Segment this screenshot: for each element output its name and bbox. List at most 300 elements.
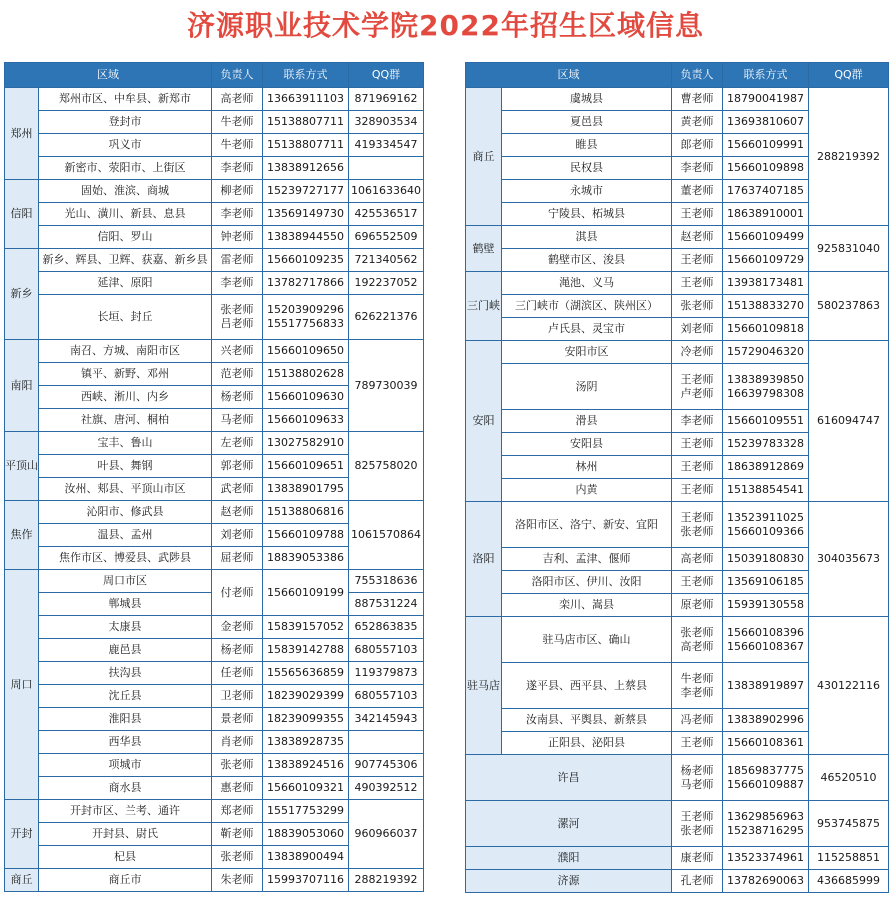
- phone-cell: 18638910001: [723, 203, 809, 226]
- qq-cell: 925831040: [809, 226, 889, 272]
- area-cell: 开封县、尉氏: [39, 823, 212, 846]
- table-row: [5, 616, 424, 639]
- area-cell: 长垣、封丘: [39, 295, 212, 340]
- table-row: [466, 617, 889, 663]
- phone-cell: [723, 364, 809, 410]
- phone-line: 13629856963: [727, 809, 804, 823]
- table-row: [5, 662, 424, 685]
- phone-cell: 15660109235: [263, 249, 349, 272]
- phone-cell: 15138807711: [263, 134, 349, 157]
- person-line: 吕老师: [220, 317, 254, 330]
- header-area: 区域: [5, 63, 212, 88]
- qq-cell: 680557103: [349, 685, 424, 708]
- phone-cell: 18839053386: [263, 547, 349, 570]
- person-cell: 王老师: [672, 479, 723, 502]
- phone-line: 15203909296: [267, 303, 344, 316]
- qq-cell: 288219392: [349, 869, 424, 892]
- table-row: [5, 157, 424, 180]
- qq-cell: [349, 157, 424, 180]
- area-cell: 正阳县、泌阳县: [502, 732, 672, 755]
- phone-cell: 15729046320: [723, 341, 809, 364]
- phone-line: 13523911025: [727, 510, 804, 524]
- right-table: [465, 62, 889, 893]
- qq-cell: 825758020: [349, 432, 424, 501]
- phone-cell: 15138802628: [263, 363, 349, 386]
- area-cell: 鹿邑县: [39, 639, 212, 662]
- header-qq: QQ群: [349, 63, 424, 88]
- area-cell: 周口市区: [39, 570, 212, 593]
- phone-cell: 15660109818: [723, 318, 809, 341]
- person-cell: 金老师: [212, 616, 263, 639]
- person-cell: 高老师: [672, 548, 723, 571]
- region-cell: 周口: [5, 570, 39, 800]
- phone-cell: 15138833270: [723, 295, 809, 318]
- phone-cell: 15660109321: [263, 777, 349, 800]
- qq-cell: 789730039: [349, 340, 424, 432]
- area-cell: 安阳县: [502, 433, 672, 456]
- table-row: [5, 340, 424, 363]
- region-cell: 新乡: [5, 249, 39, 340]
- table-row: [5, 111, 424, 134]
- region-cell: 平顶山: [5, 432, 39, 501]
- phone-cell: [723, 755, 809, 801]
- phone-cell: 13838928735: [263, 731, 349, 754]
- phone-cell: 18239099355: [263, 708, 349, 731]
- person-cell: 黄老师: [672, 111, 723, 134]
- phone-cell: [723, 502, 809, 548]
- qq-cell: 419334547: [349, 134, 424, 157]
- phone-cell: 15660109630: [263, 386, 349, 409]
- area-cell: 驻马店市区、确山: [502, 617, 672, 663]
- phone-cell: 15517753299: [263, 800, 349, 823]
- person-cell: 王老师: [672, 456, 723, 479]
- phone-cell: 15138854541: [723, 479, 809, 502]
- phone-cell: 15138807711: [263, 111, 349, 134]
- person-cell: [672, 663, 723, 709]
- phone-cell: 15660109651: [263, 455, 349, 478]
- person-line: 王老师: [680, 809, 714, 823]
- person-cell: 李老师: [212, 272, 263, 295]
- person-cell: 王老师: [672, 203, 723, 226]
- area-cell: 栾川、嵩县: [502, 594, 672, 617]
- phone-cell: 13663911103: [263, 88, 349, 111]
- table-row: [5, 570, 424, 593]
- area-cell: 宁陵县、柘城县: [502, 203, 672, 226]
- person-line: 张老师: [680, 625, 714, 639]
- table-row: [5, 777, 424, 800]
- area-cell: 鹤壁市区、浚县: [502, 249, 672, 272]
- qq-cell: 119379873: [349, 662, 424, 685]
- person-cell: 杨老师: [212, 639, 263, 662]
- person-cell: 左老师: [212, 432, 263, 455]
- person-cell: 惠老师: [212, 777, 263, 800]
- phone-cell: 15660109898: [723, 157, 809, 180]
- person-cell: [672, 801, 723, 847]
- phone-cell: 15660109788: [263, 524, 349, 547]
- area-cell: 许昌: [466, 755, 672, 801]
- person-line: 王老师: [680, 372, 714, 386]
- person-line: 张老师: [680, 524, 714, 538]
- person-cell: 张老师: [212, 754, 263, 777]
- person-cell: 杨老师: [212, 386, 263, 409]
- region-cell: 南阳: [5, 340, 39, 432]
- area-cell: 西峡、淅川、内乡: [39, 386, 212, 409]
- table-row: [466, 847, 889, 870]
- area-cell: 吉利、孟津、偃师: [502, 548, 672, 571]
- person-cell: 李老师: [212, 157, 263, 180]
- qq-cell: 871969162: [349, 88, 424, 111]
- header-area: 区域: [466, 63, 672, 88]
- table-row: [466, 272, 889, 295]
- person-cell: 曹老师: [672, 88, 723, 111]
- table-row: [5, 731, 424, 754]
- phone-cell: 18790041987: [723, 88, 809, 111]
- area-cell: 登封市: [39, 111, 212, 134]
- area-cell: 巩义市: [39, 134, 212, 157]
- phone-line: 15660108396: [727, 625, 804, 639]
- area-cell: 叶县、舞钢: [39, 455, 212, 478]
- person-cell: 李老师: [672, 157, 723, 180]
- qq-cell: [349, 731, 424, 754]
- table-row: [5, 639, 424, 662]
- area-cell: 漯河: [466, 801, 672, 847]
- phone-cell: 15660108361: [723, 732, 809, 755]
- table-row: [466, 226, 889, 249]
- phone-cell: 18239029399: [263, 685, 349, 708]
- area-cell: 滑县: [502, 410, 672, 433]
- qq-cell: 887531224: [349, 593, 424, 616]
- table-row: [5, 754, 424, 777]
- header-contact: 联系方式: [263, 63, 349, 88]
- qq-cell: 721340562: [349, 249, 424, 272]
- area-cell: 商丘市: [39, 869, 212, 892]
- area-cell: 安阳市区: [502, 341, 672, 364]
- area-cell: 南召、方城、南阳市区: [39, 340, 212, 363]
- table-row: [5, 134, 424, 157]
- area-cell: 汝州、郏县、平顶山市区: [39, 478, 212, 501]
- table-row: [5, 685, 424, 708]
- qq-cell: 680557103: [349, 639, 424, 662]
- person-cell: 兴老师: [212, 340, 263, 363]
- area-cell: 沈丘县: [39, 685, 212, 708]
- phone-cell: 15839142788: [263, 639, 349, 662]
- area-cell: 郑州市区、中牟县、新郑市: [39, 88, 212, 111]
- phone-cell: 15939130558: [723, 594, 809, 617]
- qq-cell: 907745306: [349, 754, 424, 777]
- qq-cell: 626221376: [349, 295, 424, 340]
- area-cell: 商水县: [39, 777, 212, 800]
- person-line: 王老师: [680, 510, 714, 524]
- person-cell: 屈老师: [212, 547, 263, 570]
- area-cell: 夏邑县: [502, 111, 672, 134]
- person-cell: 付老师: [212, 570, 263, 616]
- page-title: 济源职业技术学院2022年招生区域信息: [187, 9, 704, 42]
- region-cell: 焦作: [5, 501, 39, 570]
- person-cell: [212, 295, 263, 340]
- phone-cell: 15993707116: [263, 869, 349, 892]
- person-cell: [672, 617, 723, 663]
- area-cell: 社旗、唐河、桐柏: [39, 409, 212, 432]
- region-cell: 洛阳: [466, 502, 502, 617]
- phone-line: 15238716295: [727, 823, 804, 837]
- phone-cell: 17637407185: [723, 180, 809, 203]
- table-row: [5, 708, 424, 731]
- qq-cell: 430122116: [809, 617, 889, 755]
- person-cell: 钟老师: [212, 226, 263, 249]
- area-cell: 光山、潢川、新县、息县: [39, 203, 212, 226]
- area-cell: 西华县: [39, 731, 212, 754]
- person-cell: 刘老师: [672, 318, 723, 341]
- qq-cell: 953745875: [809, 801, 889, 847]
- region-cell: 驻马店: [466, 617, 502, 755]
- area-cell: 焦作市区、博爱县、武陟县: [39, 547, 212, 570]
- table-row: [5, 800, 424, 823]
- phone-cell: 15660109499: [723, 226, 809, 249]
- person-cell: 王老师: [672, 571, 723, 594]
- phone-cell: 13838900494: [263, 846, 349, 869]
- table-row: [466, 502, 889, 548]
- phone-cell: 15239727177: [263, 180, 349, 203]
- area-cell: 扶沟县: [39, 662, 212, 685]
- phone-cell: 13569106185: [723, 571, 809, 594]
- region-cell: 商丘: [5, 869, 39, 892]
- person-cell: 卫老师: [212, 685, 263, 708]
- person-cell: 郎老师: [672, 134, 723, 157]
- region-cell: 商丘: [466, 88, 502, 226]
- person-cell: 肖老师: [212, 731, 263, 754]
- phone-cell: 13693810607: [723, 111, 809, 134]
- phone-line: 15660109366: [727, 524, 804, 538]
- person-cell: 康老师: [672, 847, 723, 870]
- person-line: 马老师: [680, 777, 714, 791]
- person-line: 卢老师: [680, 386, 714, 400]
- area-cell: 洛阳市区、洛宁、新安、宜阳: [502, 502, 672, 548]
- area-cell: 淮阳县: [39, 708, 212, 731]
- person-cell: 郭老师: [212, 455, 263, 478]
- phone-cell: 18638912869: [723, 456, 809, 479]
- person-cell: 马老师: [212, 409, 263, 432]
- table-row: [5, 432, 424, 455]
- person-line: 牛老师: [680, 671, 714, 685]
- area-cell: 遂平县、西平县、上蔡县: [502, 663, 672, 709]
- area-cell: 三门峡市（湖滨区、陕州区）: [502, 295, 672, 318]
- person-cell: 刘老师: [212, 524, 263, 547]
- person-cell: 王老师: [672, 249, 723, 272]
- area-cell: 郸城县: [39, 593, 212, 616]
- table-row: [466, 341, 889, 364]
- phone-cell: [723, 617, 809, 663]
- table-row: [466, 801, 889, 847]
- phone-cell: 18839053060: [263, 823, 349, 846]
- person-cell: 董老师: [672, 180, 723, 203]
- area-cell: 镇平、新野、邓州: [39, 363, 212, 386]
- area-cell: 卢氏县、灵宝市: [502, 318, 672, 341]
- phone-cell: 13523374961: [723, 847, 809, 870]
- region-cell: 鹤壁: [466, 226, 502, 272]
- person-line: 张老师: [220, 303, 254, 316]
- qq-cell: 490392512: [349, 777, 424, 800]
- table-row: [5, 88, 424, 111]
- phone-cell: 15660109551: [723, 410, 809, 433]
- person-cell: 雷老师: [212, 249, 263, 272]
- area-cell: 洛阳市区、伊川、汝阳: [502, 571, 672, 594]
- region-cell: 开封: [5, 800, 39, 869]
- table-row: [466, 88, 889, 111]
- person-cell: 牛老师: [212, 134, 263, 157]
- area-cell: 太康县: [39, 616, 212, 639]
- area-cell: 宝丰、鲁山: [39, 432, 212, 455]
- phone-cell: 15660109729: [723, 249, 809, 272]
- qq-cell: 342145943: [349, 708, 424, 731]
- table-row: [5, 249, 424, 272]
- person-line: 李老师: [680, 685, 714, 699]
- qq-cell: 304035673: [809, 502, 889, 617]
- phone-cell: 15660109199: [263, 570, 349, 616]
- area-cell: 汝南县、平舆县、新蔡县: [502, 709, 672, 732]
- table-row: [5, 869, 424, 892]
- qq-cell: 115258851: [809, 847, 889, 870]
- area-cell: 睢县: [502, 134, 672, 157]
- phone-line: 15517756833: [267, 317, 344, 330]
- area-cell: 内黄: [502, 479, 672, 502]
- phone-line: 16639798308: [727, 386, 804, 400]
- area-cell: 民权县: [502, 157, 672, 180]
- qq-cell: 46520510: [809, 755, 889, 801]
- qq-cell: 652863835: [349, 616, 424, 639]
- phone-cell: 13838902996: [723, 709, 809, 732]
- person-cell: 冯老师: [672, 709, 723, 732]
- phone-line: 15660109887: [727, 777, 804, 791]
- area-cell: 济源: [466, 870, 672, 893]
- table-row: [5, 226, 424, 249]
- qq-cell: 192237052: [349, 272, 424, 295]
- table-row: [5, 295, 424, 340]
- person-cell: 赵老师: [212, 501, 263, 524]
- phone-line: 15660108367: [727, 639, 804, 653]
- person-line: 张老师: [680, 823, 714, 837]
- area-cell: 虞城县: [502, 88, 672, 111]
- table-row: [5, 501, 424, 524]
- qq-cell: 328903534: [349, 111, 424, 134]
- qq-cell: 580237863: [809, 272, 889, 341]
- person-cell: 王老师: [672, 732, 723, 755]
- person-cell: 任老师: [212, 662, 263, 685]
- person-cell: 孔老师: [672, 870, 723, 893]
- phone-cell: 13838919897: [723, 663, 809, 709]
- left-table: [4, 62, 424, 892]
- phone-cell: 15660109650: [263, 340, 349, 363]
- phone-cell: 13782690063: [723, 870, 809, 893]
- phone-cell: 15565636859: [263, 662, 349, 685]
- header-person: 负责人: [672, 63, 723, 88]
- phone-cell: [723, 801, 809, 847]
- phone-line: 18569837775: [727, 763, 804, 777]
- header-qq: QQ群: [809, 63, 889, 88]
- person-cell: 冷老师: [672, 341, 723, 364]
- person-cell: 柳老师: [212, 180, 263, 203]
- table-row: [5, 272, 424, 295]
- person-cell: [672, 364, 723, 410]
- area-cell: 渑池、义马: [502, 272, 672, 295]
- qq-cell: 696552509: [349, 226, 424, 249]
- phone-cell: 15138806816: [263, 501, 349, 524]
- region-cell: 三门峡: [466, 272, 502, 341]
- area-cell: 沁阳市、修武县: [39, 501, 212, 524]
- phone-cell: 13569149730: [263, 203, 349, 226]
- phone-cell: 15239783328: [723, 433, 809, 456]
- area-cell: 温县、孟州: [39, 524, 212, 547]
- area-cell: 延津、原阳: [39, 272, 212, 295]
- qq-cell: 425536517: [349, 203, 424, 226]
- area-cell: 固始、淮滨、商城: [39, 180, 212, 203]
- person-cell: [672, 755, 723, 801]
- table-header-row: [466, 63, 889, 88]
- phone-cell: 13838901795: [263, 478, 349, 501]
- person-cell: 景老师: [212, 708, 263, 731]
- qq-cell: 436685999: [809, 870, 889, 893]
- person-cell: 靳老师: [212, 823, 263, 846]
- person-cell: 牛老师: [212, 111, 263, 134]
- phone-cell: 13838944550: [263, 226, 349, 249]
- phone-cell: 15839157052: [263, 616, 349, 639]
- region-cell: 信阳: [5, 180, 39, 249]
- phone-cell: 15660109991: [723, 134, 809, 157]
- phone-cell: [263, 295, 349, 340]
- person-cell: 王老师: [672, 433, 723, 456]
- person-line: 高老师: [680, 639, 714, 653]
- phone-cell: 13782717866: [263, 272, 349, 295]
- area-cell: 永城市: [502, 180, 672, 203]
- phone-cell: 13938173481: [723, 272, 809, 295]
- person-cell: 张老师: [672, 295, 723, 318]
- person-cell: 赵老师: [672, 226, 723, 249]
- person-cell: 张老师: [212, 846, 263, 869]
- area-cell: 新乡、辉县、卫辉、获嘉、新乡县: [39, 249, 212, 272]
- phone-line: 13838939850: [727, 372, 804, 386]
- phone-cell: 13027582910: [263, 432, 349, 455]
- area-cell: 淇县: [502, 226, 672, 249]
- area-cell: 项城市: [39, 754, 212, 777]
- qq-cell: 755318636: [349, 570, 424, 593]
- area-cell: 新密市、荥阳市、上街区: [39, 157, 212, 180]
- person-cell: [672, 502, 723, 548]
- area-cell: 林州: [502, 456, 672, 479]
- area-cell: 濮阳: [466, 847, 672, 870]
- person-line: 杨老师: [680, 763, 714, 777]
- qq-cell: 1061633640: [349, 180, 424, 203]
- qq-cell: 288219392: [809, 88, 889, 226]
- person-cell: 李老师: [212, 203, 263, 226]
- area-cell: 开封市区、兰考、通许: [39, 800, 212, 823]
- person-cell: 范老师: [212, 363, 263, 386]
- phone-cell: 15039180830: [723, 548, 809, 571]
- header-person: 负责人: [212, 63, 263, 88]
- table-row: [5, 203, 424, 226]
- person-cell: 武老师: [212, 478, 263, 501]
- person-cell: 原老师: [672, 594, 723, 617]
- phone-cell: 15660109633: [263, 409, 349, 432]
- qq-cell: 1061570864: [349, 501, 424, 570]
- header-contact: 联系方式: [723, 63, 809, 88]
- qq-cell: 960966037: [349, 800, 424, 869]
- phone-cell: 13838924516: [263, 754, 349, 777]
- table-row: [466, 755, 889, 801]
- area-cell: 汤阴: [502, 364, 672, 410]
- region-cell: 郑州: [5, 88, 39, 180]
- person-cell: 高老师: [212, 88, 263, 111]
- person-cell: 朱老师: [212, 869, 263, 892]
- phone-cell: 13838912656: [263, 157, 349, 180]
